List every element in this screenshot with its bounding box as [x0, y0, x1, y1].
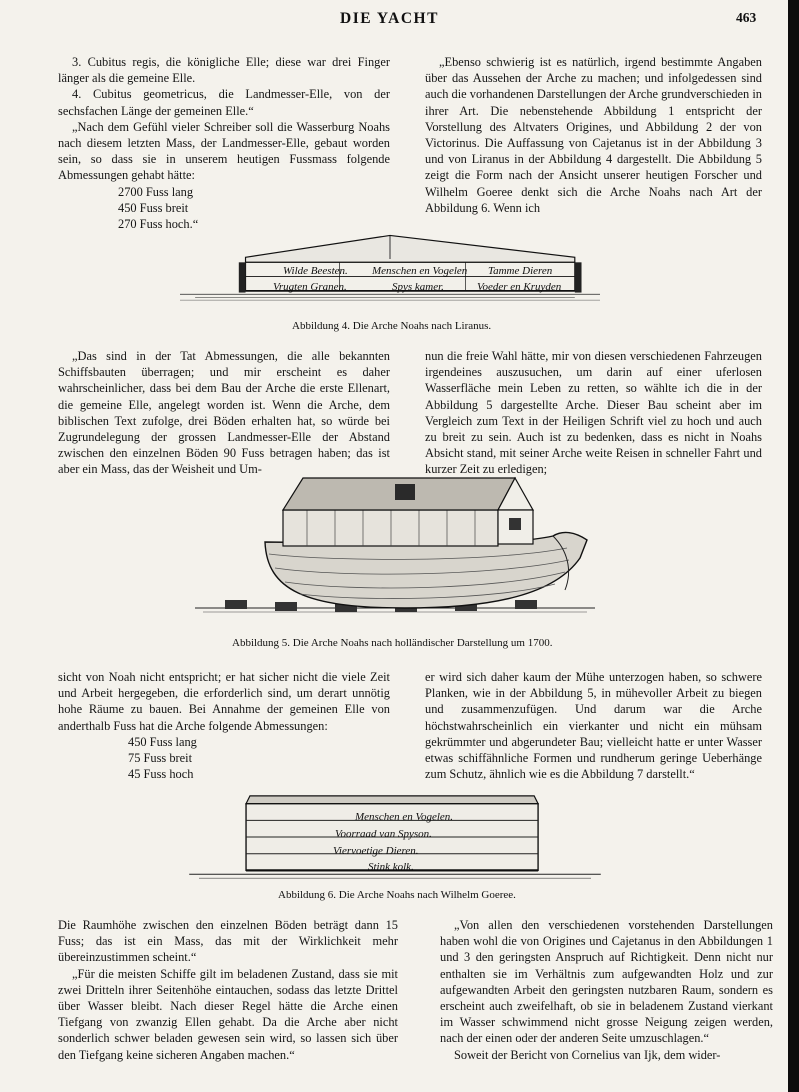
running-header-title: DIE YACHT: [340, 10, 439, 27]
paragraph-tiefgang: „Für die meisten Schiffe gilt im beladenen Zustand, dass sie mit zwei Dritteln ihrer Seitenhöhe eintauchen, sodass das letzte Drittel über Wasser bleibt. Nach dieser Regel hätte die Arche einen Tiefgang von zwanzig Ellen gehabt. Da die Arche aber nicht sonderlich schwer beladen gewesen sein wird, so lassen sich über den Tiefgang keine sicheren Angaben machen.“: [58, 966, 398, 1062]
dimension-small-width: 75 Fuss breit: [128, 751, 193, 766]
paragraph-cubitus-geometricus: 4. Cubitus geometricus, die Landmesser-Elle, von der sechsfachen Länge der gemeinen Elle.“: [58, 87, 390, 118]
figure4-label-voeder: Voeder en Kruyden: [477, 281, 562, 293]
dimension-length: 2700 Fuss lang: [118, 184, 194, 199]
scan-dark-edge: [788, 0, 799, 1092]
paragraph-gemeine-elle: sicht von Noah nicht entspricht; er hat sicher nicht die viele Zeit und Arbeit hergegeben, die erforderlich sind, um derart unnötig hohe Räume zu bauen. Bei Annahme der gemeinen Elle von anderthalb Fuss hat die Arche folgende Abmessungen:: [58, 670, 390, 733]
figure4-illustration: [180, 218, 600, 310]
dimension-small-height: 45 Fuss hoch: [128, 767, 194, 782]
dimension-small-length: 450 Fuss lang: [128, 734, 197, 749]
block4-left-column: [58, 917, 398, 1063]
paragraph-raumhoehe: Die Raumhöhe zwischen den einzelnen Böden beträgt dann 15 Fuss; das ist ein Mass, das mit der Wirklichkeit mehr übereinzustimmen scheint.“: [58, 918, 398, 965]
figure6-label-viervoetige: Viervoetige Dieren.: [333, 845, 419, 857]
figure4-label-vrugten: Vrugten Granen.: [273, 281, 347, 293]
block4-right-column: [440, 917, 773, 1063]
figure6-label-stink-kolk: Stink kolk.: [368, 861, 414, 873]
dimension-list-small: [58, 734, 390, 783]
block3-left-column: [58, 669, 390, 782]
paragraph-cubitus-regis: 3. Cubitus regis, die königliche Elle; diese war drei Finger länger als die gemeine Elle.: [58, 55, 390, 86]
paragraph-cornelius-van-ijk: Soweit der Bericht von Cornelius van Ijk, dem wider-: [454, 1047, 721, 1062]
dimension-width: 450 Fuss breit: [118, 200, 189, 215]
figure4-label-spys-kamer: Spys kamer.: [392, 281, 444, 293]
figure4-label-wilde-beesten: Wilde Beesten.: [283, 265, 348, 277]
block1-left-column: [58, 54, 390, 232]
figure6-caption: Abbildung 6. Die Arche Noahs nach Wilhelm Goeree.: [278, 889, 516, 901]
figure6-label-menschen: Menschen en Vogelen.: [355, 811, 454, 823]
page-number: 463: [736, 10, 757, 25]
block2-right-column: [425, 348, 762, 478]
block3-right-column: [425, 669, 762, 782]
paragraph-darstellungen: „Ebenso schwierig ist es natürlich, irgend bestimmte Angaben über das Aussehen der Arche zu machen; und infolgedessen sind auch die vorhandenen Darstellungen der Arche grundverschieden in ihrer Art. Die nebenstehende Abbildung 1 entspricht der Vorstellung des Altvaters Origines, und Abbildung 2 der von Victorinus. Die Auffassung von Cajetanus ist in der Abbildung 3 und von Liranus in der Abbildung 4 dargestellt. Die Abbildung 5 zeigt die Form nach der Ansicht unserer heutigen Forscher und Wilhelm Goeree denkt sich die Arche Noahs nach Art der Abbildung 6. Wenn ich: [425, 55, 762, 215]
paragraph-planken: er wird sich daher kaum der Mühe unterzogen haben, so schwere Planken, wie in der Abbildung 5, in mühevoller Arbeit zu biegen und zusammenzufügen. Und darum war die Arche höchstwahrscheinlich ein vierkanter und nicht ein mühsam gekrümmter und abgerundeter Bau; vielleicht hatte er unter Wasser etwas schiffähnliche Formen und rundherum geringe Ueberhänge zum Schutz, ähnlich wie es die Abbildung 7 darstellt.“: [425, 670, 762, 782]
figure5-caption: Abbildung 5. Die Arche Noahs nach holländischer Darstellung um 1700.: [232, 637, 553, 649]
figure4-label-tamme-dieren: Tamme Dieren: [488, 265, 553, 277]
figure4-label-menschen: Menschen en Vogelen: [372, 265, 468, 277]
block2-left-column: [58, 348, 390, 478]
figure5-illustration: [195, 470, 595, 630]
figure6-label-voorraad: Voorraad van Spyson.: [335, 828, 432, 840]
figure4-caption: Abbildung 4. Die Arche Noahs nach Liranus.: [292, 320, 492, 332]
paragraph-wasserburg: „Nach dem Gefühl vieler Schreiber soll die Wasserburg Noahs nach diesem letzten Mass, der Landmesser-Elle, gebaut worden sein, so dass sie in unserem heutigen Fussmass folgende Abmessungen gehabt hätte:: [58, 119, 390, 183]
block1-right-column: [425, 54, 762, 216]
paragraph-origines-cajetanus: „Von allen den verschiedenen vorstehenden Darstellungen haben wohl die von Origines und Cajetanus in den Abbildungen 1 und 3 den geringsten Anspruch auf Richtigkeit. Denn nicht nur enthalten sie im Verhältnis zum aufgewandten Holz und zur aufgewandten Arbeit den geringsten nutzbaren Raum, sondern es erscheint auch zweifelhaft, ob sie in beladenem Zustand vierkant im Wasser schwimmend nicht grosse Neigung zeigen werden, nach der einen oder der anderen Seite umzuschlagen.“: [440, 918, 773, 1046]
dimension-height: 270 Fuss hoch.“: [118, 217, 199, 232]
paragraph-freie-wahl: nun die freie Wahl hätte, mir von diesen verschiedenen Fahrzeugen irgendeines auszusuchen, um darin auf einer uferlosen Wasserfläche mein Leben zu retten, so wählte ich die in der Abbildung 5 dargestellte Arche. Dieser Bau scheint aber im Vergleich zum Text in der Heiligen Schrift viel zu hoch und auch zu breit zu sein. Auch ist zu bedenken, dass es nicht in Noahs Absicht stand, mit seiner Arche weite Reisen in schneller Fahrt und kurzer Zeit zu erledigen;: [425, 349, 762, 477]
paragraph-abmessungen: „Das sind in der Tat Abmessungen, die alle bekannten Schiffsbauten überragen; und mir erscheint es daher wahrscheinlicher, dass bei dem Bau der Arche die erste Ellenart, die gemeine Elle, angelegt worden ist. Wenn die Arche, dem biblischen Text zufolge, drei Böden erhalten hat, so würde bei Zugrundelegung der grossen Landmesser-Elle der Abstand zwischen den einzelnen Böden 90 Fuss betragen haben; das ist aber ein Mass, das der Weisheit und Um-: [58, 349, 390, 477]
